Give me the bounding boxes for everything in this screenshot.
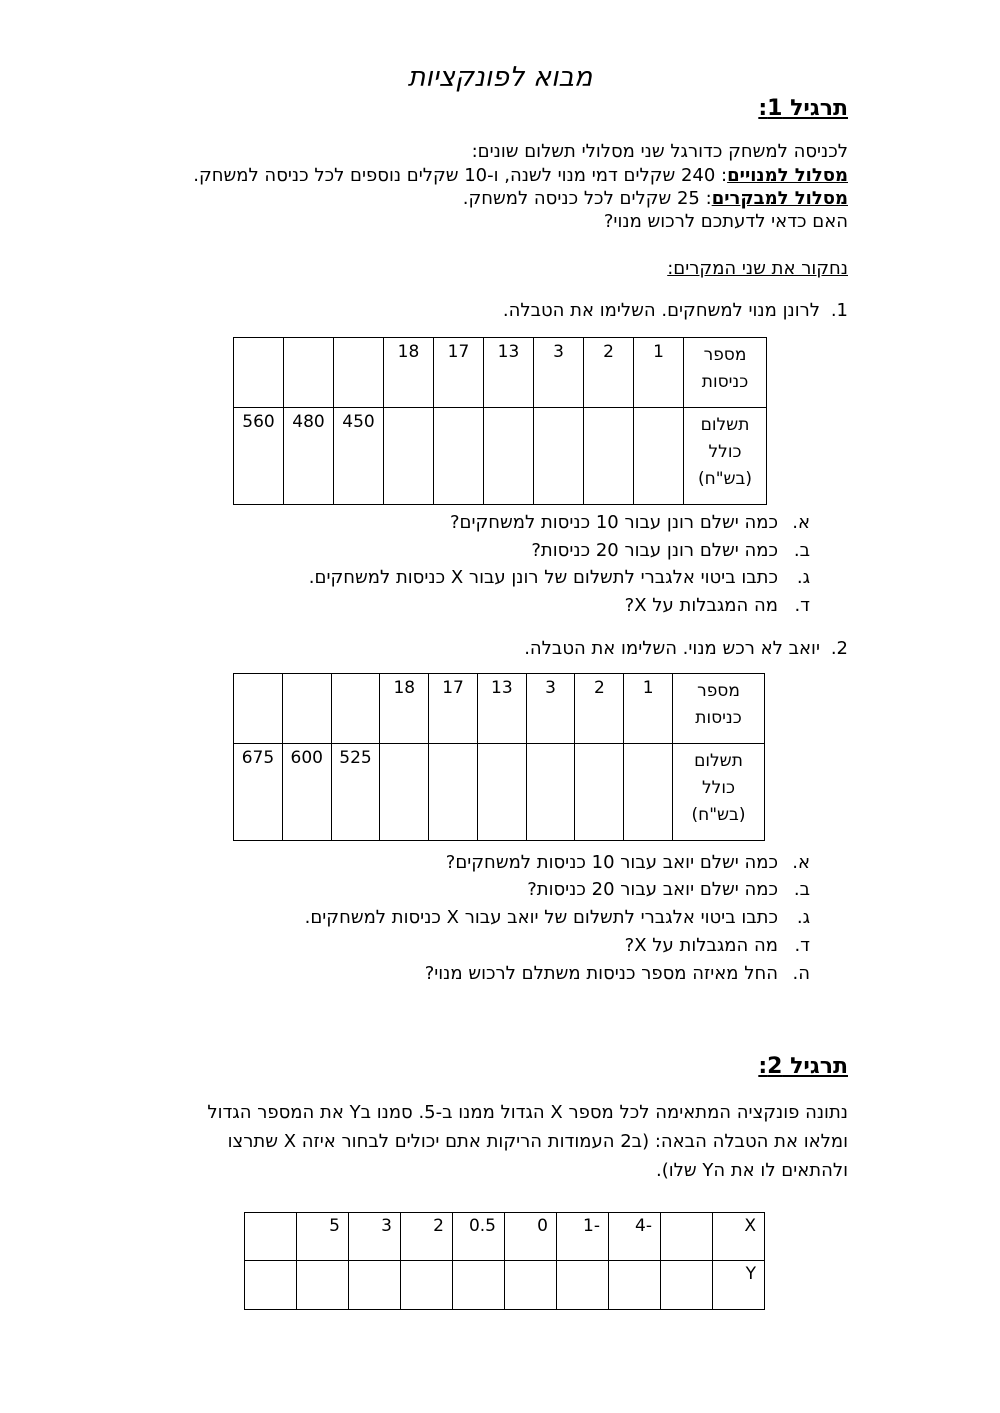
y-cell[interactable] — [297, 1261, 349, 1310]
q2-entry-cell[interactable] — [282, 674, 331, 744]
exercise-2-heading: תרגיל 2: — [758, 1054, 848, 1079]
q1-entry-cell[interactable]: 13 — [484, 338, 534, 408]
ex1-intro: לכניסה למשחק כדורגל שני מסלולי תשלום שונים: — [471, 141, 848, 162]
q2-entry-cell[interactable]: 3 — [526, 674, 575, 744]
q1-entry-cell[interactable]: 18 — [384, 338, 434, 408]
q2-payment-cell[interactable]: 675 — [234, 744, 283, 841]
q1-number: 1. — [830, 300, 848, 321]
q1-payments-header: תשלום כולל (בש"ח) — [684, 408, 767, 505]
q2-text: יואב לא רכש מנוי. השלימו את הטבלה. — [524, 638, 820, 659]
q2-payment-cell[interactable] — [477, 744, 526, 841]
y-cell[interactable] — [557, 1261, 609, 1310]
q2-payment-cell[interactable] — [624, 744, 673, 841]
q1-payments-row — [234, 408, 767, 505]
q1-line — [503, 300, 848, 321]
x-cell[interactable]: 3 — [349, 1213, 401, 1261]
y-cell[interactable] — [245, 1261, 297, 1310]
q1-entry-cell[interactable]: 17 — [434, 338, 484, 408]
q1-payment-cell[interactable] — [384, 408, 434, 505]
q2-entries-row — [234, 674, 765, 744]
q1-payment-cell[interactable] — [584, 408, 634, 505]
q2-entry-cell[interactable]: 1 — [624, 674, 673, 744]
x-cell[interactable] — [245, 1213, 297, 1261]
x-cell[interactable]: 4- — [609, 1213, 661, 1261]
x-cell[interactable]: 5 — [297, 1213, 349, 1261]
ex1-explore: נחקור את שני המקרים: — [667, 258, 848, 279]
members-label: מסלול למנויים — [727, 165, 848, 186]
y-cell[interactable] — [609, 1261, 661, 1310]
q2-sub-c: ג.כתבו ביטוי אלגברי לתשלום של יואב עבור X כניסות למשחקים. — [304, 907, 810, 928]
y-cell[interactable] — [661, 1261, 713, 1310]
q1-table — [233, 337, 767, 505]
q2-payments-header: תשלום כולל (בש"ח) — [673, 744, 765, 841]
q1-entry-cell[interactable]: 1 — [634, 338, 684, 408]
y-cell[interactable] — [349, 1261, 401, 1310]
q2-line — [524, 638, 848, 659]
ex2-paragraph: נתונה פונקציה המתאימה לכל מספר X הגדול ממנו ב-5. סמנו בY את המספר הגדול ומלאו את הטבלה הבאה: (ב2 העמודות הריקות אתם יכולים לבחור איזה X שתרצו ולהתאים לו את הY שלו). — [207, 1102, 848, 1181]
x-row — [245, 1213, 765, 1261]
q2-entry-cell[interactable] — [331, 674, 380, 744]
q2-sub-d: ד.מה המגבלות על X? — [624, 935, 810, 956]
x-cell[interactable]: 0.5 — [453, 1213, 505, 1261]
q1-entry-cell[interactable]: 2 — [584, 338, 634, 408]
q2-payment-cell[interactable] — [429, 744, 478, 841]
q1-payment-cell[interactable] — [534, 408, 584, 505]
q1-entry-cell[interactable] — [284, 338, 334, 408]
q2-payment-cell[interactable] — [575, 744, 624, 841]
q2-number: 2. — [830, 638, 848, 659]
x-cell[interactable]: 1- — [557, 1213, 609, 1261]
exercise-1-heading: תרגיל 1: — [758, 96, 848, 121]
x-cell[interactable]: 0 — [505, 1213, 557, 1261]
q2-payment-cell[interactable] — [380, 744, 429, 841]
q1-sub-a: א.כמה ישלם רונן עבור 10 כניסות למשחקים? — [449, 512, 810, 533]
q2-sub-b: ב.כמה ישלם יואב עבור 20 כניסות? — [527, 879, 810, 900]
q2-payment-cell[interactable]: 525 — [331, 744, 380, 841]
q1-text: לרונן מנוי למשחקים. השלימו את הטבלה. — [502, 300, 820, 321]
members-text: : 240 שקלים דמי מנוי לשנה, ו-10 שקלים נוספים לכל כניסה למשחק. — [193, 165, 728, 186]
q1-entry-cell[interactable] — [334, 338, 384, 408]
y-cell[interactable] — [453, 1261, 505, 1310]
q1-payment-cell[interactable]: 480 — [284, 408, 334, 505]
q1-payment-cell[interactable]: 560 — [234, 408, 284, 505]
q2-entry-cell[interactable]: 2 — [575, 674, 624, 744]
q1-sub-b: ב.כמה ישלם רונן עבור 20 כניסות? — [531, 540, 810, 561]
q2-entry-cell[interactable]: 17 — [429, 674, 478, 744]
q2-entry-cell[interactable]: 13 — [477, 674, 526, 744]
x-cell[interactable] — [661, 1213, 713, 1261]
q1-sub-d: ד.מה המגבלות על X? — [624, 595, 810, 616]
q1-payment-cell[interactable]: 450 — [334, 408, 384, 505]
visitors-label: מסלול למבקרים — [711, 188, 848, 209]
y-cell[interactable] — [401, 1261, 453, 1310]
q2-table — [233, 673, 765, 841]
q1-entry-cell[interactable] — [234, 338, 284, 408]
q2-entries-header: מספר כניסות — [673, 674, 765, 744]
ex1-members-line — [193, 165, 848, 186]
q2-sub-e: ה.החל מאיזה מספר כניסות משתלם לרכוש מנוי? — [424, 963, 810, 984]
q2-sub-a: א.כמה ישלם יואב עבור 10 כניסות למשחקים? — [445, 852, 810, 873]
y-label: Y — [713, 1261, 765, 1310]
q2-payment-cell[interactable] — [526, 744, 575, 841]
ex1-visitors-line — [463, 188, 848, 209]
y-row — [245, 1261, 765, 1310]
q1-payment-cell[interactable] — [634, 408, 684, 505]
q1-sub-c: ג.כתבו ביטוי אלגברי לתשלום של רונן עבור X כניסות למשחקים. — [308, 567, 810, 588]
q2-payment-cell[interactable]: 600 — [282, 744, 331, 841]
q1-entries-row — [234, 338, 767, 408]
visitors-text: : 25 שקלים לכל כניסה למשחק. — [462, 188, 712, 209]
x-cell[interactable]: 2 — [401, 1213, 453, 1261]
page-title: מבוא לפונקציות — [407, 62, 593, 93]
q1-entries-header: מספר כניסות — [684, 338, 767, 408]
x-label: X — [713, 1213, 765, 1261]
y-cell[interactable] — [505, 1261, 557, 1310]
q1-payment-cell[interactable] — [484, 408, 534, 505]
q2-entry-cell[interactable]: 18 — [380, 674, 429, 744]
q2-payments-row — [234, 744, 765, 841]
q1-entry-cell[interactable]: 3 — [534, 338, 584, 408]
xy-table — [244, 1212, 765, 1310]
ex1-question: האם כדאי לדעתכם לרכוש מנוי? — [603, 211, 848, 232]
q1-payment-cell[interactable] — [434, 408, 484, 505]
q2-entry-cell[interactable] — [234, 674, 283, 744]
